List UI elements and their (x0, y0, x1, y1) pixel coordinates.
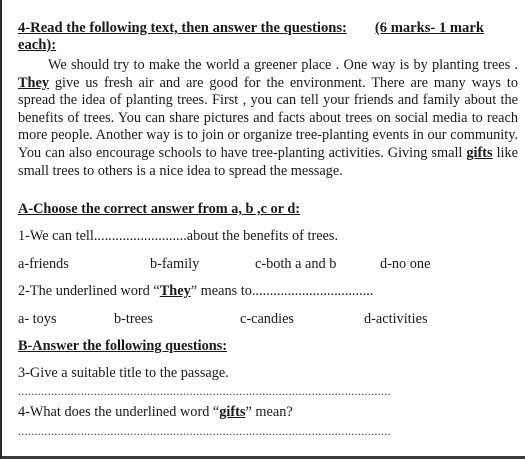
q1-option-c: c-both a and b (255, 256, 337, 272)
q4-underlined-word: gifts (219, 404, 246, 420)
passage-part-1: We should try to make the world a greener place . One way is by planting trees . (48, 57, 518, 73)
question-2 (18, 283, 373, 300)
heading-marks: (6 marks- 1 mark (374, 20, 484, 36)
q2-text-before: 2-The underlined word “ (18, 283, 160, 299)
q2-option-b: b-trees (114, 311, 153, 327)
q3-answer-line[interactable]: ................................................................................................................. (18, 384, 391, 398)
q1-option-d: d-no one (380, 256, 431, 272)
q2-option-d: d-activities (364, 311, 428, 327)
question-1: 1-We can tell..........................about the benefits of trees. (18, 228, 339, 244)
q4-text-before: 4-What does the underlined word “ (18, 404, 220, 420)
q4-answer-line[interactable]: ................................................................................................................. (18, 424, 391, 438)
passage-part-2: give us fresh air and are good for the environment. There are many ways to spread the idea of planting trees. First , you can tell your friends and family about the benefits of trees. You can share pictures and facts about trees on social media to reach more people. Another way is to join or organize tree-planting events in our community. You can also encourage schools to have tree-planting activities. Giving small (18, 74, 518, 161)
question-heading (18, 20, 518, 54)
question-block (18, 20, 519, 438)
passage-part-3: like small trees to others is a nice idea to spread the message. (18, 144, 519, 179)
reading-passage (18, 57, 518, 180)
underlined-word-they: They (18, 74, 49, 91)
underlined-word-gifts: gifts (466, 144, 493, 161)
q4-text-after: ” mean? (245, 404, 293, 420)
heading-marks-cont: each): (18, 37, 57, 53)
q2-option-a: a- toys (18, 311, 57, 327)
q1-option-a: a-friends (18, 256, 69, 272)
q2-text-after: ” means to.................................. (190, 283, 374, 299)
section-a-title: A-Choose the correct answer from a, b ,c or d: (18, 201, 301, 217)
q2-option-c: c-candies (240, 311, 294, 327)
section-b-title: B-Answer the following questions: (18, 338, 228, 354)
question-4 (18, 404, 293, 421)
question-3: 3-Give a suitable title to the passage. (18, 365, 229, 381)
q1-option-b: b-family (150, 256, 200, 272)
q2-underlined-word: They (159, 283, 191, 299)
heading-instruction: 4-Read the following text, then answer the questions: (18, 20, 347, 36)
